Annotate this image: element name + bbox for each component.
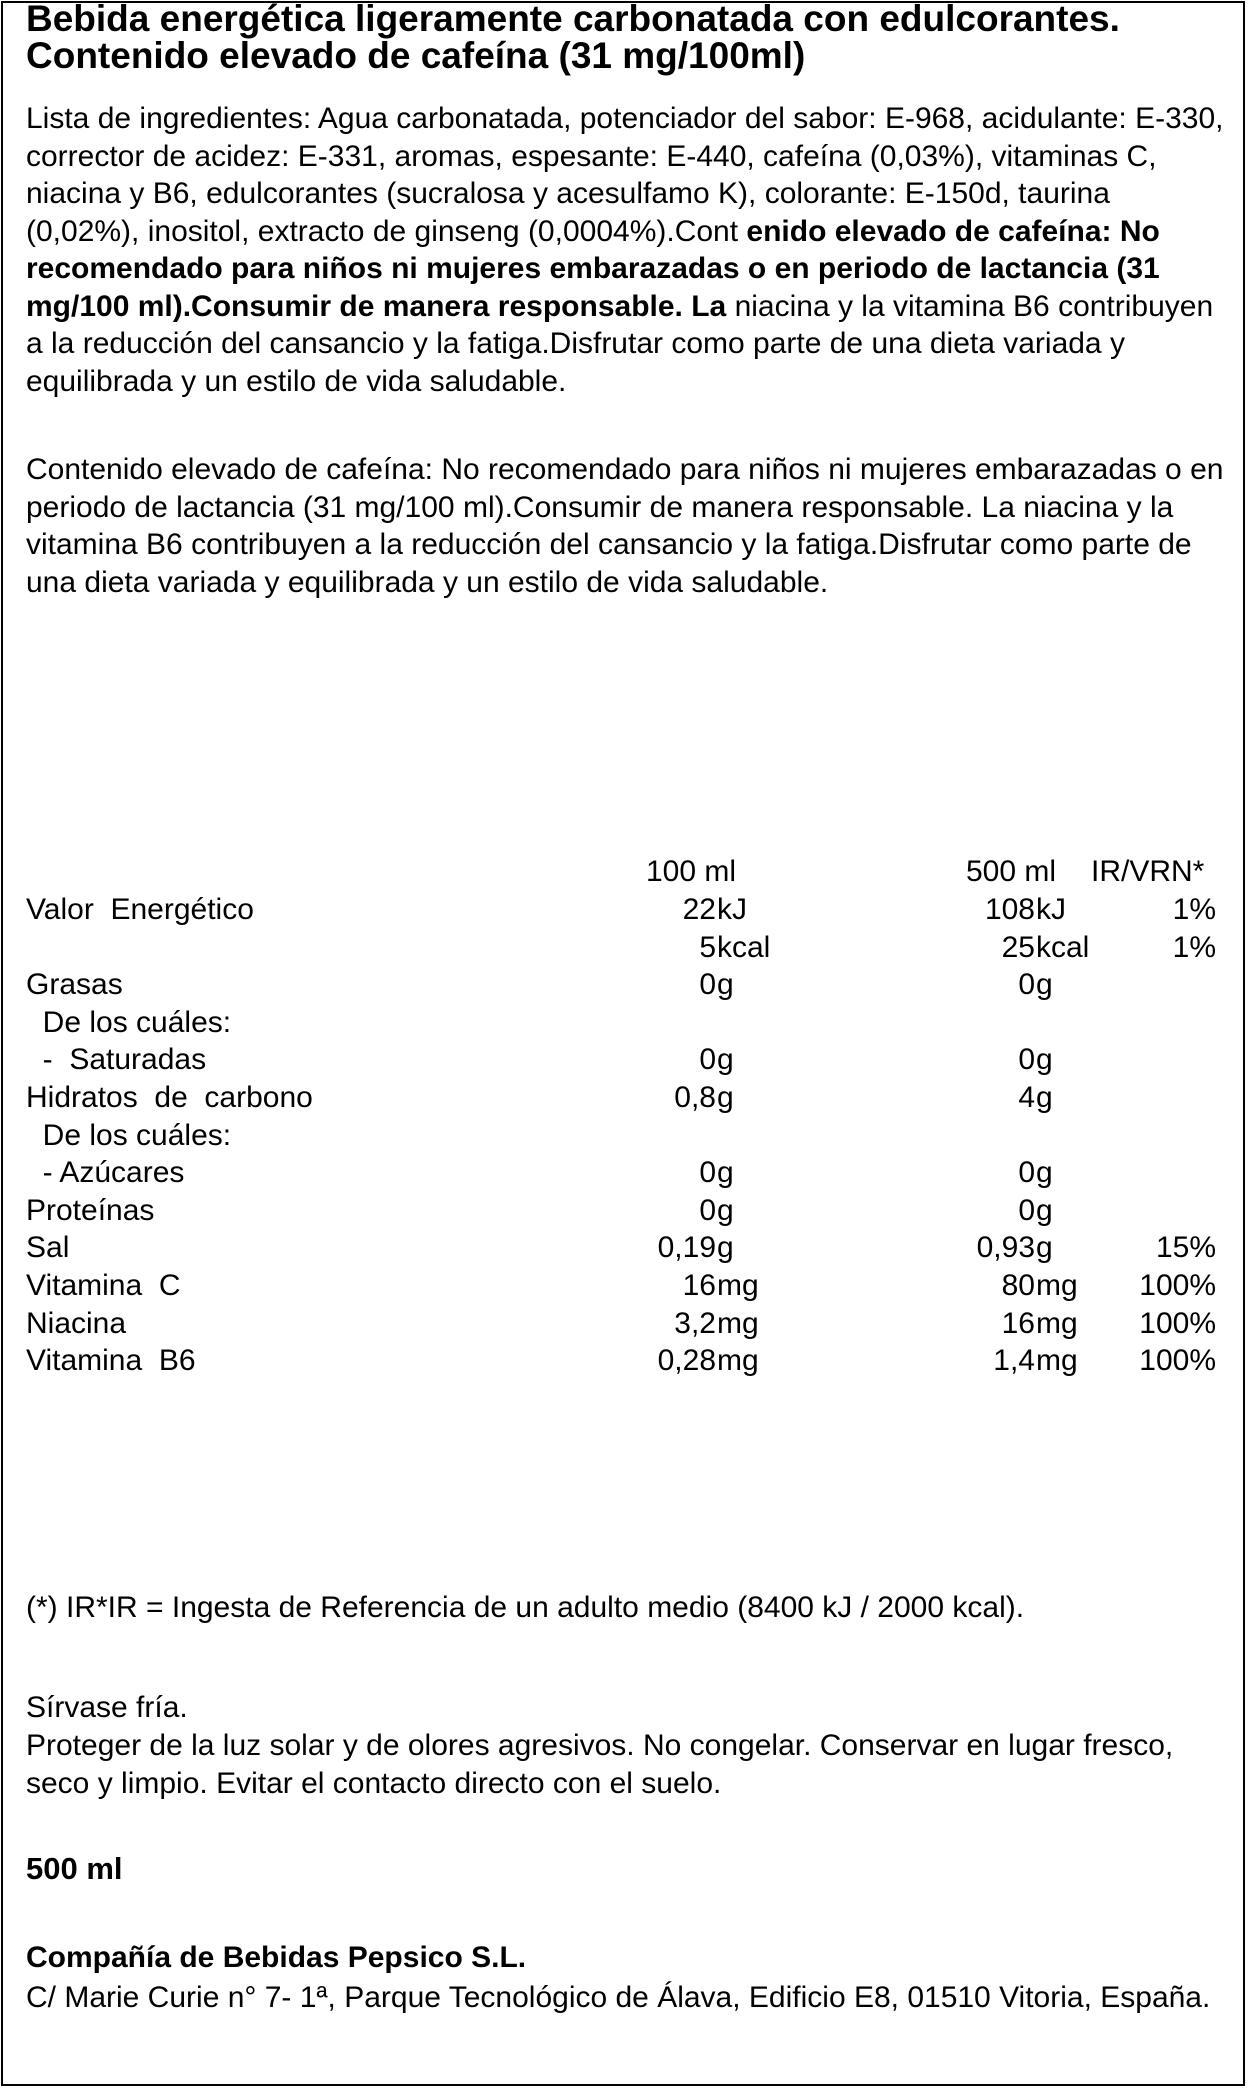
ir-percent: 100% xyxy=(1139,1269,1216,1302)
unit-100ml: mg xyxy=(717,1306,759,1340)
unit-100ml: kJ xyxy=(717,893,747,926)
unit-100ml: g xyxy=(717,1043,734,1077)
footnote: (*) IR*IR = Ingesta de Referencia de un adulto medio (8400 kJ / 2000 kcal). xyxy=(26,1591,1025,1624)
ir-percent: 100% xyxy=(1139,1344,1216,1378)
unit-500ml: g xyxy=(1036,1043,1053,1077)
value-100ml: 16 xyxy=(682,1269,716,1302)
nutrient-label: - Saturadas xyxy=(26,1043,207,1077)
ingredients-bold-text: enido elevado de cafeína: No recomendado para niños ni mujeres embarazadas o en periodo de lactancia (31 mg/100 ml).Consumir de manera responsable. La xyxy=(26,214,1160,323)
unit-500ml: g xyxy=(1036,1156,1053,1190)
value-500ml: 1,4 xyxy=(993,1344,1035,1378)
company-address: C/ Marie Curie n° 7- 1ª, Parque Tecnológico de Álava, Edificio E8, 01510 Vitoria, España. xyxy=(26,1981,1211,2014)
value-100ml: 22 xyxy=(682,893,716,926)
value-500ml: 25 xyxy=(1001,930,1035,964)
caffeine-warning: Contenido elevado de cafeína: No recomendado para niños ni mujeres embarazadas o en periodo de lactancia (31 mg/100 ml).Consumir de manera responsable. La niacina y la vitamina B6 contribuyen a la reducción del cansancio y la fatiga.Disfrutar como parte de una dieta variada y equilibrada y un estilo de vida saludable. xyxy=(26,453,1224,599)
nutrient-label: Vitamina C xyxy=(26,1269,181,1302)
unit-500ml: g xyxy=(1036,1231,1053,1265)
net-volume: 500 ml xyxy=(26,1851,123,1886)
value-100ml: 3,2 xyxy=(674,1306,716,1340)
value-500ml: 80 xyxy=(1001,1269,1035,1302)
value-500ml: 4 xyxy=(1018,1081,1035,1114)
nutrient-label: Valor Energético xyxy=(26,893,254,926)
product-title: Bebida energética ligeramente carbonatada con edulcorantes. Contenido elevado de cafeína (31 mg/100ml) xyxy=(26,0,1120,76)
company-name: Compañía de Bebidas Pepsico S.L. xyxy=(26,1941,527,1974)
unit-100ml: g xyxy=(717,1193,734,1227)
nutrient-label: Vitamina B6 xyxy=(26,1344,196,1378)
nutrient-label: - Azúcares xyxy=(26,1156,185,1190)
unit-100ml: kcal xyxy=(717,930,771,964)
nutrient-label: Niacina xyxy=(26,1306,127,1340)
storage-instructions: Proteger de la luz solar y de olores agresivos. No congelar. Conservar en lugar fresco, seco y limpio. Evitar el contacto directo con el suelo. xyxy=(26,1729,1174,1800)
nutrient-label: Grasas xyxy=(26,968,123,1002)
unit-500ml: g xyxy=(1036,1081,1053,1114)
nutrient-label: Hidratos de carbono xyxy=(26,1081,313,1114)
unit-500ml: g xyxy=(1036,1193,1053,1227)
value-500ml: 0 xyxy=(1018,1193,1035,1227)
value-100ml: 0 xyxy=(699,1156,716,1190)
unit-500ml: g xyxy=(1036,968,1053,1002)
unit-500ml: mg xyxy=(1036,1306,1078,1340)
unit-100ml: mg xyxy=(717,1344,759,1378)
value-100ml: 0 xyxy=(699,1193,716,1227)
unit-100ml: g xyxy=(717,1156,734,1190)
ingredients-list xyxy=(26,100,1226,400)
unit-500ml: mg xyxy=(1036,1344,1078,1378)
ingredients-text: Lista de ingredientes: Agua carbonatada, potenciador del sabor: E-968, acidulante: E-330, corrector de acidez: E-331, aromas, espesante: E-440, cafeína (0,03%), vitaminas C, niacina y B6, edulcorantes (sucralosa y acesulfamo K), colorante: E-150d, taurina (0,02%), inositol, extracto de ginseng (0,0004%).Cont xyxy=(26,102,1224,248)
value-100ml: 5 xyxy=(699,930,716,964)
ingredients-text-end: niacina y la vitamina B6 contribuyen a la reducción del cansancio y la fatiga.Disfrutar como parte de una dieta variada y equilibrada y un estilo de vida saludable. xyxy=(26,289,1214,398)
value-500ml: 0 xyxy=(1018,1156,1035,1190)
nutrient-label: De los cuáles: xyxy=(26,1005,232,1039)
ir-percent: 1% xyxy=(1172,930,1216,964)
value-500ml: 0 xyxy=(1018,1043,1035,1077)
value-500ml: 0,93 xyxy=(976,1231,1035,1265)
value-100ml: 0,8 xyxy=(674,1081,716,1114)
nutrient-label: Sal xyxy=(26,1231,70,1265)
value-500ml: 16 xyxy=(1001,1306,1035,1340)
nutrient-label: Proteínas xyxy=(26,1193,155,1227)
nutrient-label: De los cuáles: xyxy=(26,1118,232,1152)
value-500ml: 0 xyxy=(1018,968,1035,1002)
unit-100ml: g xyxy=(717,1081,734,1114)
value-100ml: 0,19 xyxy=(657,1231,716,1265)
header-500ml: 500 ml xyxy=(966,855,1057,888)
unit-100ml: mg xyxy=(717,1269,759,1302)
unit-500ml: mg xyxy=(1036,1269,1078,1302)
header-100ml: 100 ml xyxy=(646,855,737,888)
unit-100ml: g xyxy=(717,1231,734,1265)
unit-100ml: g xyxy=(717,968,734,1002)
value-100ml: 0 xyxy=(699,968,716,1002)
value-500ml: 108 xyxy=(984,893,1035,926)
value-100ml: 0 xyxy=(699,1043,716,1077)
ir-percent: 100% xyxy=(1139,1306,1216,1340)
serving-instructions: Sírvase fría. xyxy=(26,1691,188,1724)
unit-500ml: kJ xyxy=(1036,893,1066,926)
ir-percent: 15% xyxy=(1155,1231,1216,1265)
ir-percent: 1% xyxy=(1172,893,1216,926)
header-ir-vrn: IR/VRN* xyxy=(1091,855,1205,888)
value-100ml: 0,28 xyxy=(657,1344,716,1378)
unit-500ml: kcal xyxy=(1036,930,1090,964)
